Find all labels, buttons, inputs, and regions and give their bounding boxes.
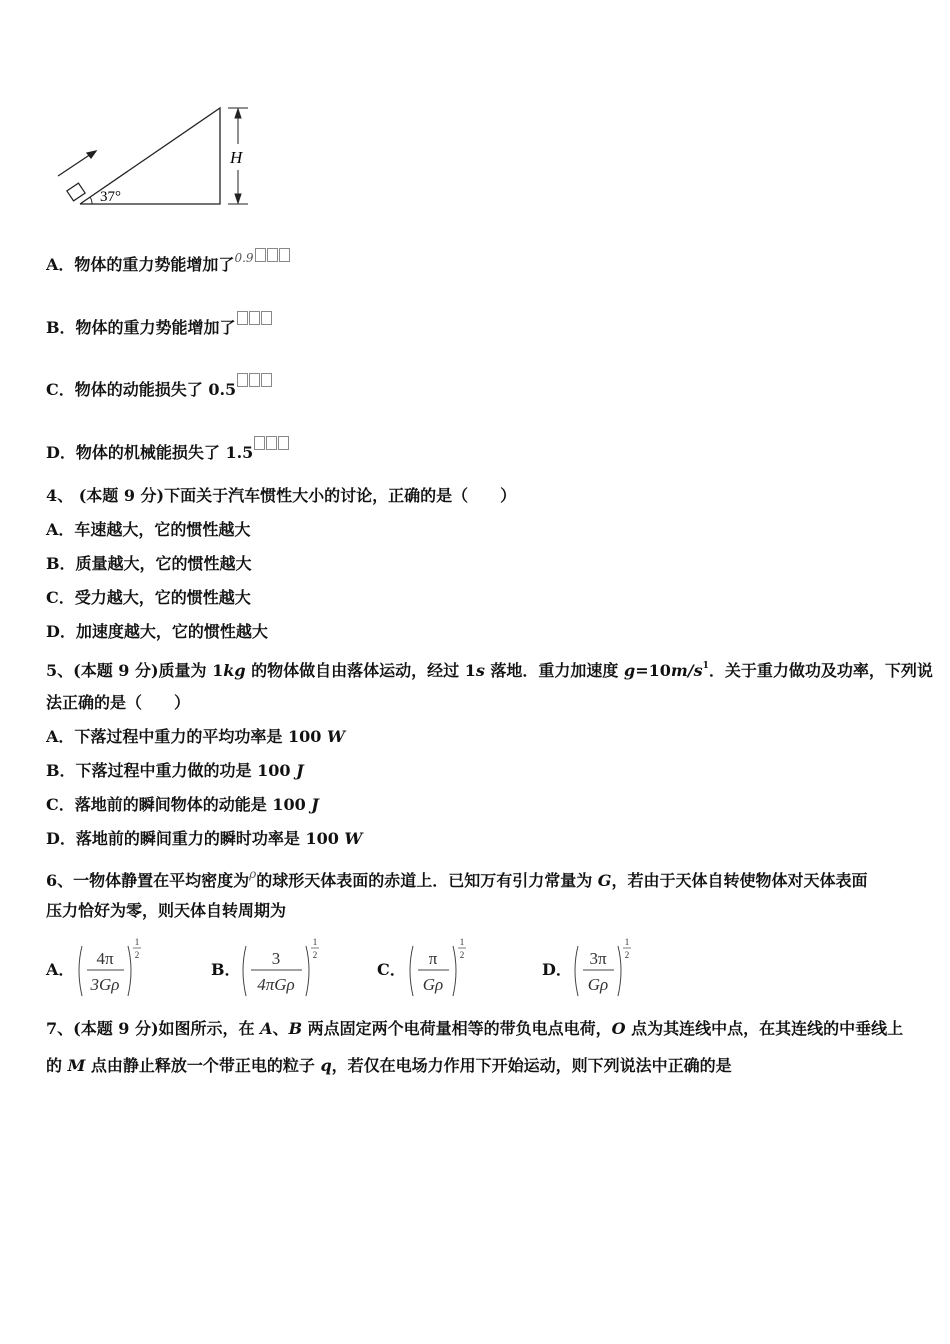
angle-arc <box>90 197 92 204</box>
q6-option-b-formula <box>238 938 324 1000</box>
q4-option-c: C．受力越大，它的惯性越大 <box>46 588 251 607</box>
q3-option-c: C．物体的动能损失了 0.5 <box>46 373 272 400</box>
q6-stem-line2: 压力恰好为零，则天体自转周期为 <box>46 901 287 920</box>
q6-option-d-formula <box>570 938 636 1000</box>
q3-option-b: B．物体的重力势能增加了 <box>46 311 272 338</box>
q7-stem-line2: 的 M 点由静止释放一个带正电的粒子 q，若仅在电场力作用下开始运动，则下列说法中正确的是 <box>46 1056 732 1075</box>
q7-stem-line1: 7、(本题 9 分)如图所示，在 A、B 两点固定两个电荷量相等的带负电点电荷，O 点为其连线中点，在其连线的中垂线上 <box>46 1019 904 1038</box>
q5-option-a: A．下落过程中重力的平均功率是 100 W <box>46 727 345 746</box>
q6-b-exp-num: 1 <box>312 938 318 947</box>
q6-d-exp-num: 1 <box>624 938 630 947</box>
angle-label: 37° <box>100 189 121 205</box>
q5-option-c: C．落地前的瞬间物体的动能是 100 J <box>46 795 319 814</box>
q3-option-d: D．物体的机械能损失了 1.5 <box>46 436 289 463</box>
q6-b-den: 4πGρ <box>257 975 295 994</box>
q6-option-b-letter: B． <box>211 960 241 979</box>
q4-stem: 4、 (本题 9 分)下面关于汽车惯性大小的讨论，正确的是（ ） <box>46 486 517 505</box>
height-label: H <box>230 148 243 167</box>
q6-option-d-letter: D． <box>542 960 572 979</box>
q5-stem-line2: 法正确的是（ ） <box>46 693 191 712</box>
block <box>67 183 85 201</box>
q6-b-exp-den: 2 <box>312 950 318 960</box>
q6-a-den: 3Gρ <box>90 975 120 994</box>
q5-option-b: B．下落过程中重力做的功是 100 J <box>46 761 304 780</box>
q6-d-exp-den: 2 <box>624 950 630 960</box>
q6-d-den: Gρ <box>587 975 609 994</box>
q6-a-exp-num: 1 <box>134 938 140 947</box>
q6-stem-line1: 6、一物体静置在平均密度为$^\rho$的球形天体表面的赤道上．已知万有引力常量为 G，若由于天体自转使物体对天体表面 <box>46 867 868 890</box>
q6-c-exp-den: 2 <box>459 950 465 960</box>
q6-b-num: 3 <box>271 949 281 968</box>
incline-diagram <box>50 100 260 212</box>
q5-stem-line1: 5、(本题 9 分)质量为 1kg 的物体做自由落体运动，经过 1s 落地．重力加速度 $g=10m/s^1$．关于重力做功及功率，下列说 <box>46 661 933 680</box>
q4-option-b: B．质量越大，它的惯性越大 <box>46 554 252 573</box>
q4-option-a: A．车速越大，它的惯性越大 <box>46 520 251 539</box>
q6-c-num: π <box>428 949 438 968</box>
q6-c-den: Gρ <box>422 975 444 994</box>
q5-option-d: D．落地前的瞬间重力的瞬时功率是 100 W <box>46 829 363 848</box>
q6-d-num: 3π <box>589 949 607 968</box>
q6-a-exp-den: 2 <box>134 950 140 960</box>
q6-option-c-letter: C． <box>377 960 406 979</box>
q6-a-num: 4π <box>96 949 114 968</box>
q6-option-a-formula <box>74 938 146 1000</box>
q4-option-d: D．加速度越大，它的惯性越大 <box>46 622 268 641</box>
q6-option-a-letter: A． <box>46 960 75 979</box>
q3-option-a: A．物体的重力势能增加了$^{0.9}$ <box>46 248 290 275</box>
q6-c-exp-num: 1 <box>459 938 465 947</box>
motion-arrow <box>58 151 96 176</box>
q6-option-c-formula <box>405 938 471 1000</box>
